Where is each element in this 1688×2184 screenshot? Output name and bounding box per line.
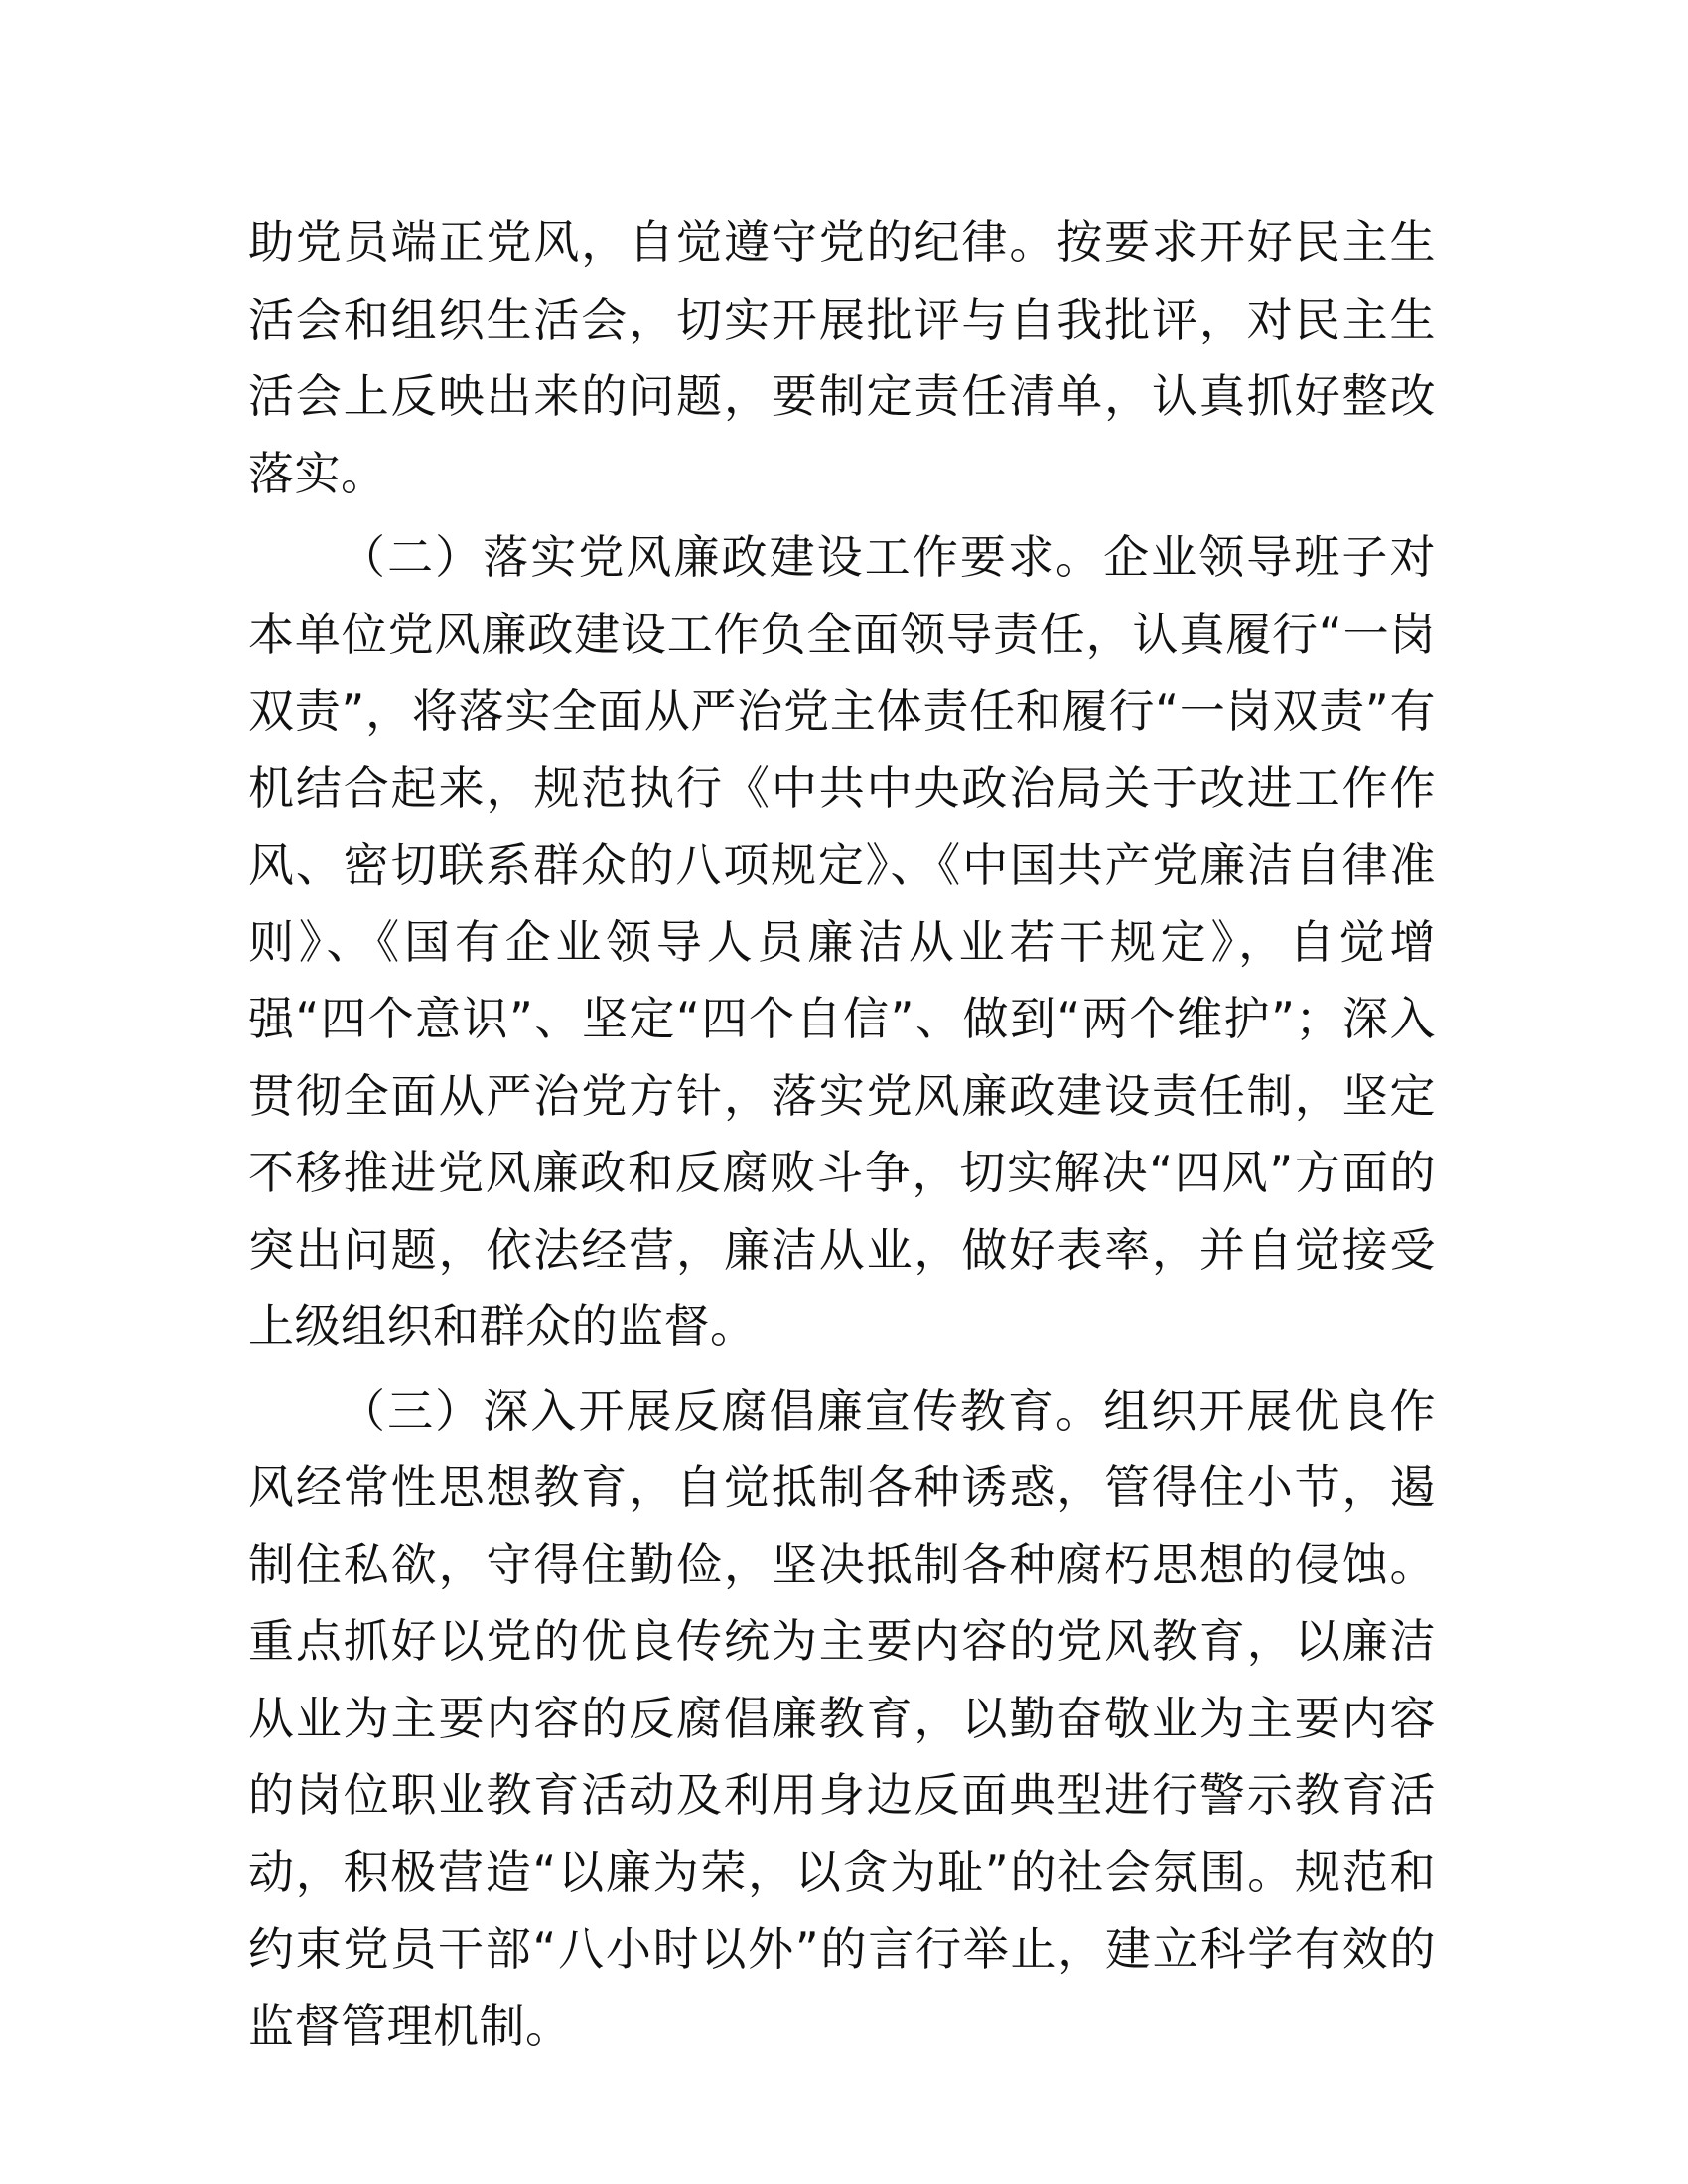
paragraph-continuation: 助党员端正党风，自觉遵守党的纪律。按要求开好民主生活会和组织生活会，切实开展批评与自我批评，对民主生活会上反映出来的问题，要制定责任清单，认真抓好整改落实。 <box>248 215 1436 500</box>
document-body <box>248 205 1436 2065</box>
paragraph-section-three: （三）深入开展反腐倡廉宣传教育。组织开展优良作风经常性思想教育，自觉抵制各种诱惑，管得住小节，遏制住私欲，守得住勤俭，坚决抵制各种腐朽思想的侵蚀。重点抓好以党的优良传统为主要内容的党风教育，以廉洁从业为主要内容的反腐倡廉教育，以勤奋敬业为主要内容的岗位职业教育活动及利用身边反面典型进行警示教育活动，积极营造“以廉为荣，以贪为耻”的社会氛围。规范和约束党员干部“八小时以外”的言行举止，建立科学有效的监督管理机制。 <box>248 1383 1436 2053</box>
paragraph-section-two: （二）落实党风廉政建设工作要求。企业领导班子对本单位党风廉政建设工作负全面领导责任，认真履行“一岗双责”，将落实全面从严治党主体责任和履行“一岗双责”有机结合起来，规范执行《中共中央政治局关于改进工作作风、密切联系群众的八项规定》、《中国共产党廉洁自律准则》、《国有企业领导人员廉洁从业若干规定》，自觉增强“四个意识”、坚定“四个自信”、做到“两个维护”；深入贯彻全面从严治党方针，落实党风廉政建设责任制，坚定不移推进党风廉政和反腐败斗争，切实解决“四风”方面的突出问题，依法经营，廉洁从业，做好表率，并自觉接受上级组织和群众的监督。 <box>248 530 1436 1353</box>
